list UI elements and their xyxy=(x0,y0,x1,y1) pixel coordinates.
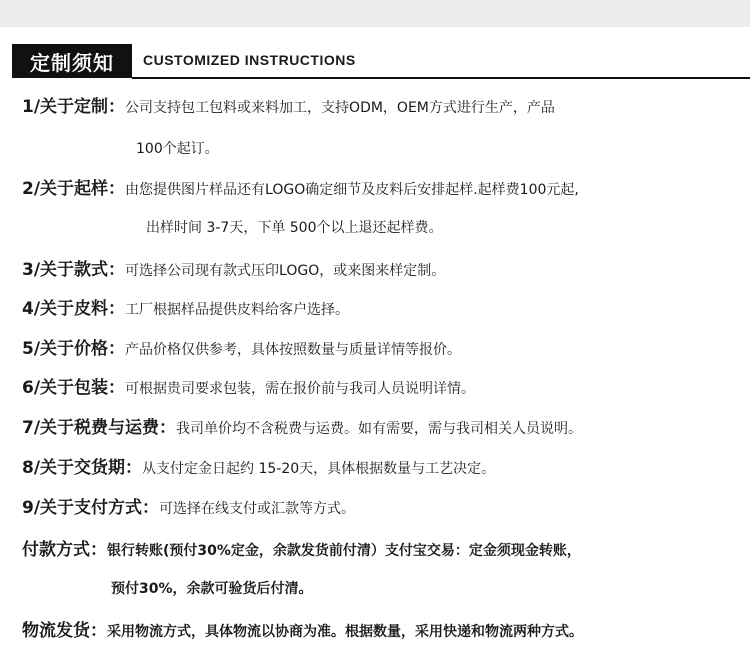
item-label: 3/关于款式： xyxy=(22,260,126,280)
item-text: 工厂根据样品提供皮料给客户选择。 xyxy=(125,302,350,318)
item-text: 由您提供图片样品还有LOGO确定细节及皮料后安排起样.起样费100元起, xyxy=(125,182,579,198)
payment-continuation: 预付30%，余款可验货后付清。 xyxy=(111,581,313,597)
instruction-item xyxy=(22,498,355,519)
item-label: 9/关于支付方式： xyxy=(22,498,160,518)
instruction-item xyxy=(22,418,582,439)
instruction-item xyxy=(22,339,461,360)
header-divider xyxy=(132,77,750,79)
top-bar xyxy=(0,0,750,27)
instruction-item xyxy=(22,260,445,281)
payment-text: 银行转账(预付30%定金，余款发货前付清）支付宝交易：定金须现金转账， xyxy=(107,543,581,559)
item-label: 7/关于税费与运费： xyxy=(22,418,177,438)
instruction-item xyxy=(22,179,579,200)
item-continuation: 100个起订。 xyxy=(136,141,219,157)
item-label: 6/关于包装： xyxy=(22,378,126,398)
header-title-cn: 定制须知 xyxy=(12,44,132,78)
item-text: 可选择在线支付或汇款等方式。 xyxy=(159,501,356,517)
instruction-item xyxy=(22,378,475,399)
instruction-item xyxy=(22,299,349,320)
instruction-item xyxy=(22,458,495,479)
payment-method xyxy=(22,540,581,561)
item-text: 公司支持包工包料或来料加工，支持ODM，OEM方式进行生产，产品 xyxy=(125,100,555,116)
item-text: 我司单价均不含税费与运费。如有需要，需与我司相关人员说明。 xyxy=(176,421,583,437)
item-text: 从支付定金日起约 15-20天，具体根据数量与工艺决定。 xyxy=(142,461,496,477)
item-text: 可根据贵司要求包装，需在报价前与我司人员说明详情。 xyxy=(125,381,476,397)
item-text: 产品价格仅供参考，具体按照数量与质量详情等报价。 xyxy=(125,342,462,358)
header-title-en: CUSTOMIZED INSTRUCTIONS xyxy=(143,52,356,68)
item-label: 1/关于定制： xyxy=(22,97,126,117)
item-continuation: 出样时间 3-7天，下单 500个以上退还起样费。 xyxy=(146,220,443,236)
logistics-method xyxy=(22,621,583,642)
logistics-text: 采用物流方式，具体物流以协商为准。根据数量，采用快递和物流两种方式。 xyxy=(107,624,583,640)
logistics-label: 物流发货： xyxy=(22,621,107,641)
item-label: 8/关于交货期： xyxy=(22,458,143,478)
payment-label: 付款方式： xyxy=(22,540,107,560)
item-text: 可选择公司现有款式压印LOGO，或来图来样定制。 xyxy=(125,263,446,279)
item-label: 5/关于价格： xyxy=(22,339,126,359)
section-header xyxy=(0,44,750,78)
instruction-item xyxy=(22,97,555,118)
item-label: 4/关于皮料： xyxy=(22,299,126,319)
item-label: 2/关于起样： xyxy=(22,179,126,199)
